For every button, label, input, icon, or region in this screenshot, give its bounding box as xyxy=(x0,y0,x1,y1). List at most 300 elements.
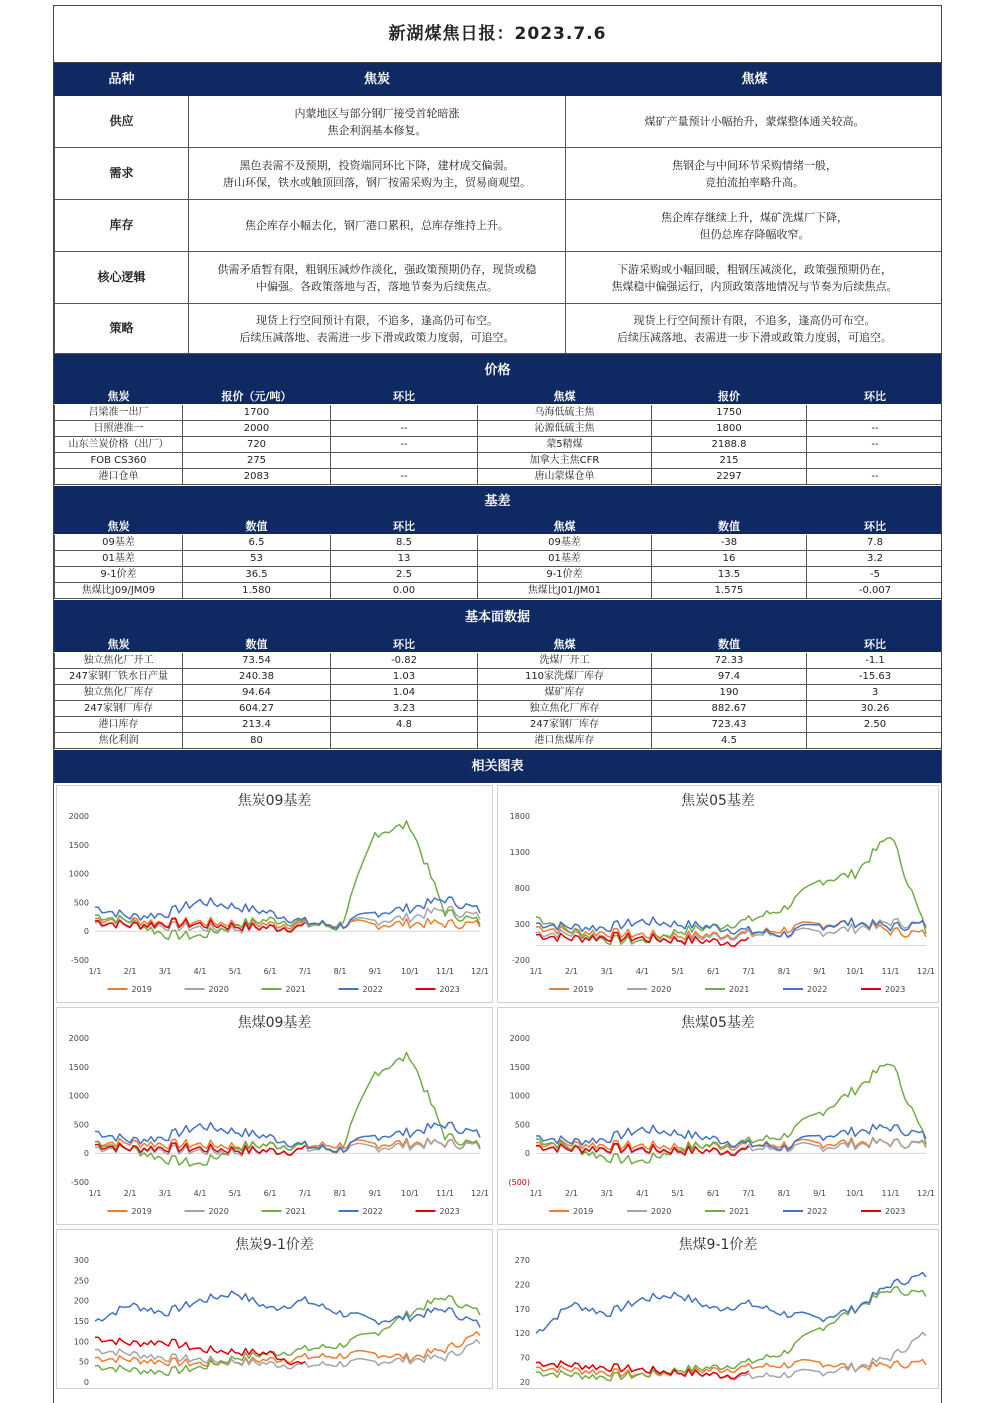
fundamentals-table xyxy=(54,636,942,749)
price-cell: 蒙5精煤 xyxy=(478,437,652,453)
x-tick-label: 9/1 xyxy=(368,967,382,976)
price-cell: 日照港准一 xyxy=(55,421,183,437)
summary-coke-cell xyxy=(189,304,566,354)
summary-coke-line: 黑色表需不及预期，投资端同环比下降，建材成交偏弱。 xyxy=(239,158,515,172)
price-cell xyxy=(807,453,943,469)
price-header-cell: 焦煤 xyxy=(478,389,652,405)
basis-cell: 7.8 xyxy=(807,535,943,551)
chart-title: 焦煤05基差 xyxy=(681,1015,755,1031)
price-cell: 1700 xyxy=(183,405,331,421)
x-tick-label: 7/1 xyxy=(298,967,312,976)
summary-coke-line: 中偏强。各政策落地与否，落地节奏为后续焦点。 xyxy=(256,279,498,293)
basis-cell: 0.00 xyxy=(331,583,478,599)
legend-label: 2020 xyxy=(651,1207,672,1216)
basis-header-cell: 环比 xyxy=(331,519,478,535)
fundamentals-cell: 港口库存 xyxy=(55,717,183,733)
basis-cell: 6.5 xyxy=(183,535,331,551)
summary-coal-line: 但仍总库存降幅收窄。 xyxy=(699,227,810,241)
fundamentals-header-cell: 数值 xyxy=(652,637,807,653)
summary-coal-cell xyxy=(566,304,943,354)
legend-label: 2022 xyxy=(807,985,828,994)
fundamentals-cell: 240.38 xyxy=(183,669,331,685)
fundamentals-cell: 2.50 xyxy=(807,717,943,733)
y-tick-label: 200 xyxy=(73,1296,89,1306)
series-line-2022 xyxy=(536,1273,926,1334)
basis-row xyxy=(55,551,943,567)
chart-plot xyxy=(57,1230,494,1390)
x-tick-label: 5/1 xyxy=(228,1189,242,1198)
basis-cell: 13.5 xyxy=(652,567,807,583)
x-tick-label: 8/1 xyxy=(777,1189,791,1198)
basis-row xyxy=(55,535,943,551)
summary-row-label: 核心逻辑 xyxy=(55,252,189,304)
basis-cell: 09基差 xyxy=(478,535,652,551)
price-cell: 沁源低硫主焦 xyxy=(478,421,652,437)
y-tick-label: 0 xyxy=(524,1149,530,1159)
report-title: 新湖煤焦日报：2023.7.6 xyxy=(54,6,941,63)
y-tick-label: 2000 xyxy=(68,812,89,821)
summary-coal-line: 焦煤稳中偏强运行，内顶政策落地情况与节奏为后续焦点。 xyxy=(611,279,898,293)
y-tick-label: -200 xyxy=(511,956,530,965)
fundamentals-cell: 247家钢厂库存 xyxy=(478,717,652,733)
fundamentals-cell: 独立焦化厂开工 xyxy=(55,653,183,669)
summary-coke-line: 焦企库存小幅去化，钢厂港口累积，总库存维持上升。 xyxy=(245,219,509,232)
y-tick-label: 0 xyxy=(83,1149,89,1159)
fundamentals-cell: 72.33 xyxy=(652,653,807,669)
y-tick-label: 120 xyxy=(514,1329,530,1339)
price-cell: -- xyxy=(331,469,478,485)
chart-4 xyxy=(497,1007,939,1225)
summary-coke-line: 供需矛盾暂有限，粗钢压减炒作淡化，强政策预期仍存，现货或稳 xyxy=(217,262,537,276)
basis-cell: 9-1价差 xyxy=(478,567,652,583)
summary-coke-line: 焦企利润基本修复。 xyxy=(327,123,427,137)
basis-row xyxy=(55,567,943,583)
fundamentals-cell: 焦化利润 xyxy=(55,733,183,749)
basis-header-cell: 数值 xyxy=(652,519,807,535)
basis-cell: -0.007 xyxy=(807,583,943,599)
price-cell: 720 xyxy=(183,437,331,453)
y-tick-label: 1500 xyxy=(68,1062,89,1072)
summary-coal-cell xyxy=(566,252,943,304)
y-tick-label: 500 xyxy=(73,898,89,908)
summary-coke-cell xyxy=(189,200,566,252)
summary-coal-cell xyxy=(566,200,943,252)
chart-title: 焦炭9-1价差 xyxy=(235,1237,314,1253)
x-tick-label: 8/1 xyxy=(333,967,347,976)
x-tick-label: 11/1 xyxy=(436,967,454,976)
basis-cell: 01基差 xyxy=(478,551,652,567)
x-tick-label: 1/1 xyxy=(529,1189,543,1198)
x-tick-label: 10/1 xyxy=(401,967,419,976)
fundamentals-cell: 港口焦煤库存 xyxy=(478,733,652,749)
fundamentals-header-cell: 环比 xyxy=(807,637,943,653)
fundamentals-header-cell: 环比 xyxy=(331,637,478,653)
fundamentals-cell: 723.43 xyxy=(652,717,807,733)
x-tick-label: 5/1 xyxy=(671,1189,685,1198)
legend-label: 2020 xyxy=(651,985,672,994)
price-cell: 乌海低硫主焦 xyxy=(478,405,652,421)
price-header-cell: 报价（元/吨） xyxy=(183,389,331,405)
legend-label: 2023 xyxy=(439,1207,460,1216)
fundamentals-cell: 独立焦化厂库存 xyxy=(478,701,652,717)
x-tick-label: 8/1 xyxy=(333,1189,347,1198)
summary-coal-line: 焦钢企与中间环节采购情绪一般， xyxy=(672,158,837,172)
x-tick-label: 5/1 xyxy=(228,967,242,976)
summary-row-label: 库存 xyxy=(55,200,189,252)
x-tick-label: 7/1 xyxy=(742,1189,756,1198)
fundamentals-cell: 190 xyxy=(652,685,807,701)
x-tick-label: 9/1 xyxy=(813,1189,827,1198)
x-tick-label: 2/1 xyxy=(565,1189,578,1198)
fundamentals-cell: 3 xyxy=(807,685,943,701)
price-cell: 275 xyxy=(183,453,331,469)
y-tick-label: 1000 xyxy=(509,1091,530,1101)
chart-title: 焦煤9-1价差 xyxy=(678,1237,758,1253)
price-cell: -- xyxy=(331,437,478,453)
summary-coke-cell xyxy=(189,148,566,200)
fundamentals-cell: 4.5 xyxy=(652,733,807,749)
x-tick-label: 1/1 xyxy=(88,1189,102,1198)
y-tick-label: 500 xyxy=(73,1120,89,1130)
fundamentals-cell: 213.4 xyxy=(183,717,331,733)
basis-cell: 09基差 xyxy=(55,535,183,551)
fundamentals-cell xyxy=(331,733,478,749)
legend-label: 2022 xyxy=(362,985,383,994)
legend-label: 2019 xyxy=(131,985,152,994)
price-cell: 吕梁准一出厂 xyxy=(55,405,183,421)
x-tick-label: 4/1 xyxy=(193,1189,207,1198)
summary-coke-line: 内蒙地区与部分钢厂接受首轮暗涨 xyxy=(294,106,460,120)
price-cell: 山东兰炭价格（出厂） xyxy=(55,437,183,453)
price-header-cell: 环比 xyxy=(807,389,943,405)
basis-header-cell: 环比 xyxy=(807,519,943,535)
y-tick-label: (500) xyxy=(508,1178,530,1187)
y-tick-label: 0 xyxy=(83,927,89,937)
fundamentals-cell: 30.26 xyxy=(807,701,943,717)
summary-coke-line: 唐山环保，铁水或触顶回落，钢厂按需采购为主，贸易商观望。 xyxy=(223,175,531,189)
series-line-2020 xyxy=(95,907,480,933)
legend-label: 2019 xyxy=(573,985,594,994)
x-tick-label: 6/1 xyxy=(706,1189,720,1198)
price-cell: -- xyxy=(331,421,478,437)
legend-label: 2020 xyxy=(208,1207,229,1216)
summary-coal-line: 煤矿产量预计小幅抬升，蒙煤整体通关较高。 xyxy=(644,115,865,128)
fundamentals-cell: -1.1 xyxy=(807,653,943,669)
legend-label: 2021 xyxy=(729,1207,750,1216)
price-table xyxy=(54,388,942,485)
basis-cell: 53 xyxy=(183,551,331,567)
x-tick-label: 2/1 xyxy=(123,1189,137,1198)
fundamentals-header-cell: 数值 xyxy=(183,637,331,653)
x-tick-label: 10/1 xyxy=(401,1189,419,1198)
basis-cell: 1.580 xyxy=(183,583,331,599)
legend-label: 2022 xyxy=(362,1207,383,1216)
x-tick-label: 9/1 xyxy=(368,1189,382,1198)
fundamentals-header-cell: 焦煤 xyxy=(478,637,652,653)
summary-header-coal: 焦煤 xyxy=(566,64,943,96)
y-tick-label: 20 xyxy=(519,1378,530,1387)
price-cell: 215 xyxy=(652,453,807,469)
x-tick-label: 9/1 xyxy=(813,967,827,976)
x-tick-label: 4/1 xyxy=(635,1189,649,1198)
y-tick-label: 1800 xyxy=(509,812,530,821)
summary-row-label: 供应 xyxy=(55,96,189,148)
x-tick-label: 5/1 xyxy=(671,967,685,976)
basis-cell: 3.2 xyxy=(807,551,943,567)
price-cell: 2297 xyxy=(652,469,807,485)
y-tick-label: 270 xyxy=(514,1256,530,1265)
x-tick-label: 7/1 xyxy=(298,1189,312,1198)
legend-label: 2021 xyxy=(285,985,306,994)
summary-coal-line: 竞拍流拍率略升高。 xyxy=(705,175,804,189)
chart-title: 焦炭05基差 xyxy=(681,793,755,809)
x-tick-label: 8/1 xyxy=(777,967,791,976)
legend-label: 2021 xyxy=(729,985,750,994)
summary-header-coke: 焦炭 xyxy=(189,64,566,96)
fundamentals-cell: 1.03 xyxy=(331,669,478,685)
basis-cell: 9-1价差 xyxy=(55,567,183,583)
price-header-cell: 焦炭 xyxy=(55,389,183,405)
x-tick-label: 3/1 xyxy=(600,1189,614,1198)
price-row xyxy=(55,437,943,453)
basis-cell: 8.5 xyxy=(331,535,478,551)
chart-title: 焦炭09基差 xyxy=(237,793,312,809)
price-cell: 港口仓单 xyxy=(55,469,183,485)
price-cell: 唐山蒙煤仓单 xyxy=(478,469,652,485)
fundamentals-cell xyxy=(807,733,943,749)
chart-2 xyxy=(497,785,939,1003)
y-tick-label: 220 xyxy=(514,1280,530,1290)
summary-coal-cell xyxy=(566,148,943,200)
fundamentals-header-cell: 焦炭 xyxy=(55,637,183,653)
price-cell: -- xyxy=(807,437,943,453)
y-tick-label: 500 xyxy=(514,1120,530,1130)
basis-cell: 36.5 xyxy=(183,567,331,583)
summary-header xyxy=(55,64,943,96)
x-tick-label: 12/1 xyxy=(471,1189,489,1198)
fundamentals-header-row xyxy=(55,637,943,653)
legend-label: 2023 xyxy=(885,985,906,994)
x-tick-label: 3/1 xyxy=(158,967,172,976)
x-tick-label: 11/1 xyxy=(881,967,900,976)
summary-row xyxy=(55,148,943,200)
x-tick-label: 4/1 xyxy=(193,967,207,976)
summary-row xyxy=(55,252,943,304)
summary-coke-line: 后续压减落地、表需进一步下滑或政策力度弱，可追空。 xyxy=(239,330,515,344)
price-section-title: 价格 xyxy=(54,354,941,388)
price-cell xyxy=(331,453,478,469)
summary-header-variety: 品种 xyxy=(55,64,189,96)
basis-cell: 焦煤比J09/JM09 xyxy=(55,583,183,599)
y-tick-label: 50 xyxy=(78,1357,89,1367)
y-tick-label: -500 xyxy=(70,1178,89,1187)
price-cell xyxy=(807,405,943,421)
summary-coal-line: 焦企库存继续上升，煤矿洗煤厂下降， xyxy=(661,210,848,224)
chart-plot xyxy=(57,786,494,1004)
price-cell: 1800 xyxy=(652,421,807,437)
fundamentals-cell: 煤矿库存 xyxy=(478,685,652,701)
legend-label: 2023 xyxy=(439,985,460,994)
price-cell: -- xyxy=(807,421,943,437)
legend-label: 2019 xyxy=(131,1207,152,1216)
x-tick-label: 4/1 xyxy=(635,967,649,976)
y-tick-label: 2000 xyxy=(509,1034,530,1043)
summary-coke-cell xyxy=(189,252,566,304)
basis-header-cell: 焦炭 xyxy=(55,519,183,535)
x-tick-label: 3/1 xyxy=(158,1189,172,1198)
x-tick-label: 1/1 xyxy=(88,967,102,976)
x-tick-label: 2/1 xyxy=(565,967,578,976)
y-tick-label: 170 xyxy=(514,1304,530,1314)
price-row xyxy=(55,421,943,437)
x-tick-label: 6/1 xyxy=(263,1189,277,1198)
x-tick-label: 2/1 xyxy=(123,967,137,976)
x-tick-label: 11/1 xyxy=(436,1189,454,1198)
legend-label: 2022 xyxy=(807,1207,828,1216)
fundamentals-cell: 94.64 xyxy=(183,685,331,701)
price-cell: 2083 xyxy=(183,469,331,485)
chart-5 xyxy=(56,1229,493,1389)
fundamentals-cell: 247家钢厂库存 xyxy=(55,701,183,717)
fundamentals-row xyxy=(55,653,943,669)
basis-cell: 2.5 xyxy=(331,567,478,583)
fundamentals-row xyxy=(55,669,943,685)
basis-cell: 13 xyxy=(331,551,478,567)
legend-label: 2021 xyxy=(285,1207,306,1216)
legend-label: 2019 xyxy=(573,1207,594,1216)
summary-row-label: 策略 xyxy=(55,304,189,354)
summary-coal-line: 现货上行空间预计有限，不追多，逢高仍可布空。 xyxy=(633,313,876,327)
y-tick-label: 100 xyxy=(73,1337,89,1347)
chart-3 xyxy=(56,1007,493,1225)
fundamentals-cell: 3.23 xyxy=(331,701,478,717)
chart-6 xyxy=(497,1229,939,1389)
y-tick-label: 250 xyxy=(73,1276,89,1286)
price-header-cell: 报价 xyxy=(652,389,807,405)
chart-plot xyxy=(498,1230,940,1390)
basis-cell: -5 xyxy=(807,567,943,583)
x-tick-label: 10/1 xyxy=(846,967,865,976)
summary-coal-line: 后续压减落地、表需进一步下滑或政策力度弱，可追空。 xyxy=(617,330,892,344)
chart-plot xyxy=(498,786,940,1004)
report-page xyxy=(53,5,942,1403)
fundamentals-row xyxy=(55,701,943,717)
fundamentals-cell: -0.82 xyxy=(331,653,478,669)
basis-cell: 1.575 xyxy=(652,583,807,599)
basis-header-cell: 焦煤 xyxy=(478,519,652,535)
basis-header-row xyxy=(55,519,943,535)
y-tick-label: 800 xyxy=(514,884,530,893)
price-cell: FOB CS360 xyxy=(55,453,183,469)
basis-cell: 01基差 xyxy=(55,551,183,567)
legend-label: 2023 xyxy=(885,1207,906,1216)
y-tick-label: 1000 xyxy=(68,869,89,879)
x-tick-label: 11/1 xyxy=(881,1189,900,1198)
basis-header-cell: 数值 xyxy=(183,519,331,535)
price-row xyxy=(55,405,943,421)
basis-row xyxy=(55,583,943,599)
x-tick-label: 3/1 xyxy=(600,967,614,976)
x-tick-label: 7/1 xyxy=(742,967,756,976)
fundamentals-cell: 73.54 xyxy=(183,653,331,669)
fundamentals-cell: 独立焦化厂库存 xyxy=(55,685,183,701)
basis-cell: 16 xyxy=(652,551,807,567)
chart-title: 焦煤09基差 xyxy=(237,1015,312,1031)
basis-section-title: 基差 xyxy=(54,486,941,518)
price-cell: 2000 xyxy=(183,421,331,437)
fundamentals-row xyxy=(55,717,943,733)
summary-coal-line: 下游采购或小幅回暖，粗钢压减淡化，政策强预期仍在， xyxy=(617,262,892,276)
chart-1 xyxy=(56,785,493,1003)
y-tick-label: 1000 xyxy=(68,1091,89,1101)
x-tick-label: 1/1 xyxy=(529,967,543,976)
basis-table xyxy=(54,518,942,599)
summary-row xyxy=(55,200,943,252)
fundamentals-row xyxy=(55,733,943,749)
x-tick-label: 12/1 xyxy=(917,967,935,976)
price-cell: 2188.8 xyxy=(652,437,807,453)
y-tick-label: 1500 xyxy=(509,1062,530,1072)
price-cell: -- xyxy=(807,469,943,485)
charts-area xyxy=(54,783,941,1387)
y-tick-label: 0 xyxy=(83,1378,89,1387)
fundamentals-cell: 80 xyxy=(183,733,331,749)
y-tick-label: 2000 xyxy=(68,1034,89,1043)
summary-row xyxy=(55,304,943,354)
fundamentals-cell: 110家洗煤厂库存 xyxy=(478,669,652,685)
y-tick-label: 70 xyxy=(519,1353,530,1363)
price-header-cell: 环比 xyxy=(331,389,478,405)
x-tick-label: 12/1 xyxy=(917,1189,935,1198)
legend-label: 2020 xyxy=(208,985,229,994)
fundamentals-cell: 97.4 xyxy=(652,669,807,685)
chart-plot xyxy=(498,1008,940,1226)
fundamentals-cell: -15.63 xyxy=(807,669,943,685)
y-tick-label: 1300 xyxy=(509,848,530,857)
y-tick-label: 300 xyxy=(73,1256,89,1265)
basis-cell: 焦煤比J01/JM01 xyxy=(478,583,652,599)
y-tick-label: 300 xyxy=(514,920,530,929)
price-header-row xyxy=(55,389,943,405)
x-tick-label: 12/1 xyxy=(471,967,489,976)
price-row xyxy=(55,469,943,485)
fundamentals-cell: 洗煤厂开工 xyxy=(478,653,652,669)
price-row xyxy=(55,453,943,469)
x-tick-label: 6/1 xyxy=(706,967,720,976)
summary-row-label: 需求 xyxy=(55,148,189,200)
basis-cell: -38 xyxy=(652,535,807,551)
fundamentals-cell: 247家钢厂铁水日产量 xyxy=(55,669,183,685)
price-cell xyxy=(331,405,478,421)
charts-section-title: 相关图表 xyxy=(54,750,941,783)
price-cell: 加拿大主焦CFR xyxy=(478,453,652,469)
chart-plot xyxy=(57,1008,494,1226)
y-tick-label: -500 xyxy=(70,956,89,965)
fundamentals-row xyxy=(55,685,943,701)
summary-coal-cell xyxy=(566,96,943,148)
fundamentals-cell: 4.8 xyxy=(331,717,478,733)
fundamentals-section-title: 基本面数据 xyxy=(54,600,941,636)
x-tick-label: 10/1 xyxy=(846,1189,865,1198)
summary-coke-cell xyxy=(189,96,566,148)
price-cell: 1750 xyxy=(652,405,807,421)
x-tick-label: 6/1 xyxy=(263,967,277,976)
fundamentals-cell: 604.27 xyxy=(183,701,331,717)
y-tick-label: 150 xyxy=(73,1317,89,1326)
summary-row xyxy=(55,96,943,148)
y-tick-label: 1500 xyxy=(68,840,89,850)
summary-table xyxy=(54,63,942,354)
